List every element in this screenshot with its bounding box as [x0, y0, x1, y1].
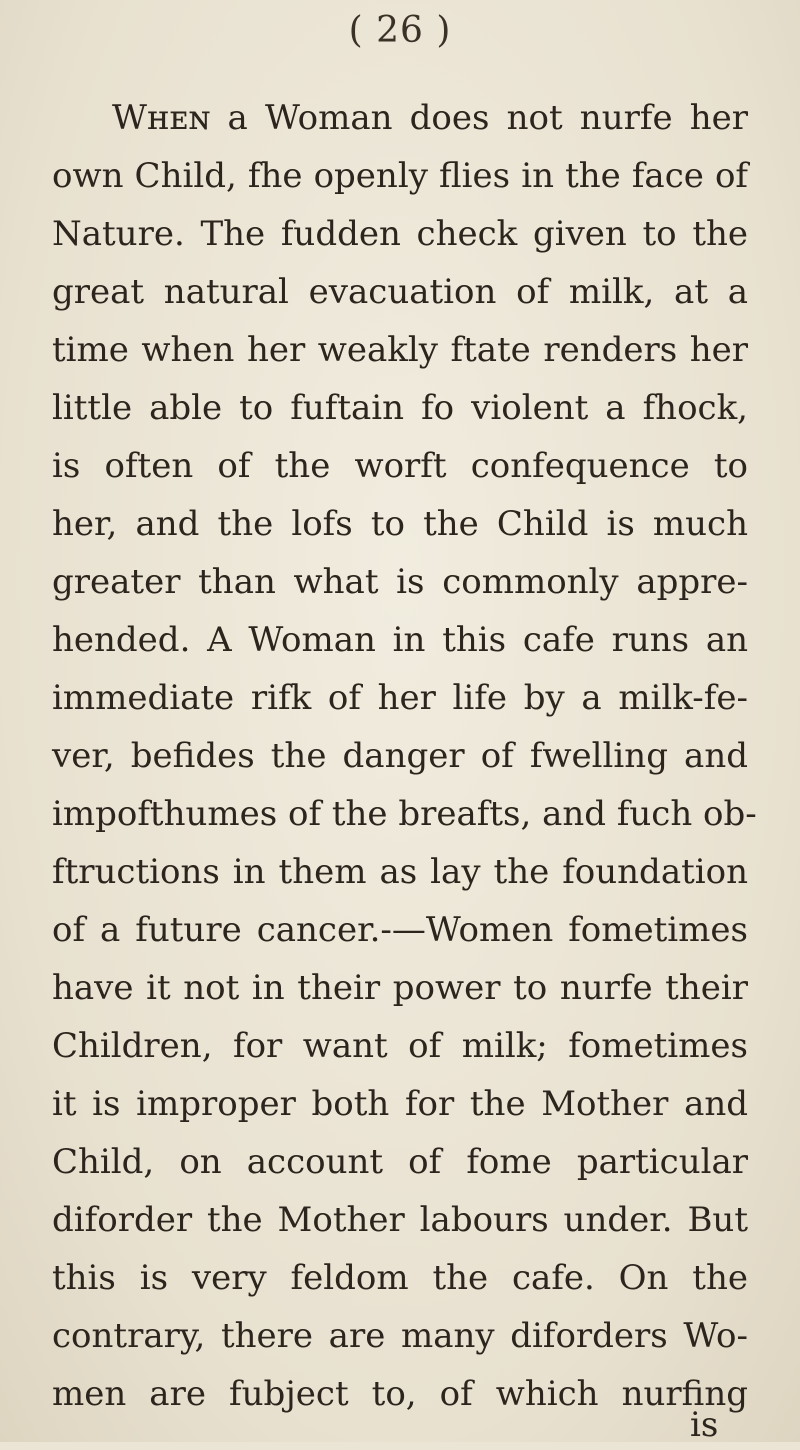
text-line-10: hended. A Woman in this cafe runs an [52, 620, 748, 660]
text-line-4: great natural evacuation of milk, at a [52, 272, 748, 312]
text-line-7: is often of the worft confequence to [52, 446, 748, 486]
text-line-3: Nature. The fudden check given to the [52, 214, 748, 254]
text-line-6: little able to fuftain fo violent a fhock, [52, 388, 748, 428]
text-line-18: it is improper both for the Mother and [52, 1084, 748, 1124]
text-line-16: have it not in their power to nurfe their [52, 968, 748, 1008]
catchword: is [690, 1405, 719, 1445]
text-line-22: contrary, there are many diforders Wo- [52, 1316, 748, 1356]
text-line-11: immediate rifk of her life by a milk-fe- [52, 678, 748, 718]
text-line-21: this is very feldom the cafe. On the [52, 1258, 748, 1298]
page-number: ( 26 ) [348, 10, 452, 51]
text-line-17: Children, for want of milk; fometimes [52, 1026, 748, 1066]
text-line-23: men are fubject to, of which nurfing [52, 1374, 748, 1414]
text-line-14: ftructions in them as lay the foundation [52, 852, 748, 892]
text-line-20: diforder the Mother labours under. But [52, 1200, 748, 1240]
text-line-12: ver, befides the danger of fwelling and [52, 736, 748, 776]
text-line-1: Wʜᴇɴ a Woman does not nurfe her [112, 98, 748, 138]
text-line-15: of a future cancer.-—Women fometimes [52, 910, 748, 950]
text-line-8: her, and the lofs to the Child is much [52, 504, 748, 544]
text-line-5: time when her weakly ftate renders her [52, 330, 748, 370]
text-line-2: own Child, fhe openly flies in the face of [52, 156, 748, 196]
text-line-19: Child, on account of fome particular [52, 1142, 748, 1182]
text-line-9: greater than what is commonly appre- [52, 562, 748, 602]
text-line-13: impofthumes of the breafts, and fuch ob- [52, 794, 757, 834]
